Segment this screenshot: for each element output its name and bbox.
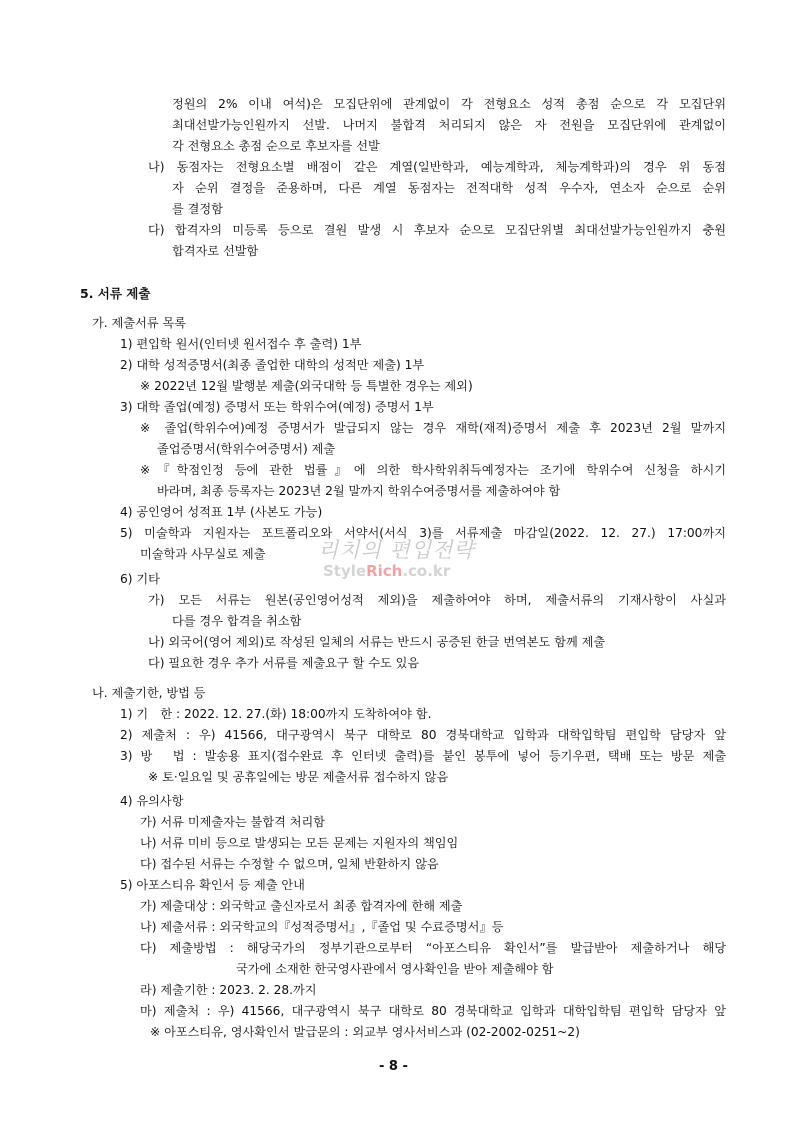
list-item: 2) 대학 성적증명서(최종 졸업한 대학의 성적만 제출) 1부 [120, 358, 425, 372]
sub-item: 다) 필요한 경우 추가 서류를 제출요구 할 수도 있음 [148, 656, 420, 670]
list-item: 5) 아포스티유 확인서 등 제출 안내 [120, 878, 305, 892]
watermark-url-part: Style [323, 562, 367, 580]
watermark-url-part: .co.kr [402, 562, 451, 580]
sub-item: 라) 제출기한 : 2023. 2. 28.까지 [140, 983, 317, 997]
note-line: ※『학점인정 등에 관한 법률』에 의한 학사학위취득예정자는 조기에 학위수여 신청을 하시기 [140, 463, 726, 477]
list-item: 4) 유의사항 [120, 794, 184, 808]
note-line: ※ 토·일요일 및 공휴일에는 방문 제출서류 접수하지 않음 [148, 770, 449, 784]
text-line: 최대선발가능인원까지 선발. 나머지 불합격 처리되지 않은 자 전원을 모집단위에 관계없이 [172, 118, 726, 132]
sub-item: 다) 접수된 서류는 수정할 수 없으며, 일체 반환하지 않음 [140, 857, 439, 871]
watermark-title: 리치의 편입전략 [318, 538, 475, 562]
text-line: 각 전형요소 총점 순으로 후보자를 선발 [172, 139, 380, 153]
sub-item: 가) 모든 서류는 원본(공인영어성적 제외)을 제출하여야 하며, 제출서류의 기재사항이 사실과 [148, 593, 726, 607]
sub-item: 나) 외국어(영어 제외)로 작성된 일체의 서류는 반드시 공증된 한글 번역본도 함께 제출 [148, 635, 606, 649]
note-line: ※ 아포스티유, 영사확인서 발급문의 : 외교부 영사서비스과 (02-2002-0251~2) [150, 1025, 580, 1039]
list-item: 5) 미술학과 지원자는 포트폴리오와 서약서(서식 3)를 서류제출 마감일(2022. 12. 27.) 17:00까지 [120, 526, 726, 540]
sub-item: 다) 제출방법 : 해당국가의 정부기관으로부터 “아포스티유 확인서”를 발급받아 제출하거나 해당 [140, 941, 726, 955]
list-item: 3) 대학 졸업(예정) 증명서 또는 학위수여(예정) 증명서 1부 [120, 400, 434, 414]
watermark-url [323, 562, 450, 580]
list-item: 1) 기 한 : 2022. 12. 27.(화) 18:00까지 도착하여야 함. [120, 707, 432, 721]
page-number: - 8 - [379, 1059, 408, 1074]
list-item: 2) 제출처 : 우) 41566, 대구광역시 북구 대학로 80 경북대학교 입학과 대학입학팀 편입학 담당자 앞 [120, 728, 726, 742]
watermark-url-part: Rich [366, 562, 403, 580]
sub-item: 마) 제출처 : 우) 41566, 대구광역시 북구 대학로 80 경북대학교 입학과 대학입학팀 편입학 담당자 앞 [140, 1004, 726, 1018]
text-line: 자 순위 결정을 준용하며, 다른 계열 동점자는 전적대학 성적 우수자, 연소자 순으로 순위 [172, 181, 726, 195]
text-line: 나) 동점자는 전형요소별 배점이 같은 계열(일반학과, 예능계학과, 체능계학과)의 경우 위 동점 [148, 160, 726, 174]
list-item: 3) 방 법 : 발송용 표지(접수완료 후 인터넷 출력)를 붙인 봉투에 넣어 등기우편, 택배 또는 방문 제출 [120, 749, 726, 763]
text-line: 합격자로 선발함 [172, 244, 259, 258]
note-line: ※ 졸업(학위수여)예정 증명서가 발급되지 않는 경우 재학(재적)증명서 제출 후 2023년 2월 말까지 [140, 421, 726, 435]
note-line: 바라며, 최종 등록자는 2023년 2월 말까지 학위수여증명서를 제출하여야 함 [157, 484, 561, 498]
sub-item: 가) 제출대상 : 외국학교 출신자로서 최종 합격자에 한해 제출 [140, 899, 463, 913]
sub-item: 나) 서류 미비 등으로 발생되는 모든 문제는 지원자의 책임임 [140, 836, 459, 850]
sub-item: 가) 서류 미제출자는 불합격 처리함 [140, 815, 326, 829]
note-line: ※ 2022년 12월 발행분 제출(외국대학 등 특별한 경우는 제외) [140, 379, 473, 393]
sub-item: 국가에 소재한 한국영사관에서 영사확인을 받아 제출해야 함 [236, 962, 554, 976]
note-line: 졸업증명서(학위수여증명서) 제출 [157, 442, 336, 456]
subsection-heading: 나. 제출기한, 방법 등 [92, 686, 206, 700]
list-item: 미술학과 사무실로 제출 [140, 547, 266, 561]
list-item: 1) 편입학 원서(인터넷 원서접수 후 출력) 1부 [120, 337, 362, 351]
list-item: 6) 기타 [120, 572, 160, 586]
section-heading: 5. 서류 제출 [80, 286, 151, 301]
text-line: 다) 합격자의 미등록 등으로 결원 발생 시 후보자 순으로 모집단위별 최대선발가능인원까지 충원 [148, 223, 726, 237]
sub-item: 다를 경우 합격을 취소함 [172, 614, 302, 628]
text-line: 정원의 2% 이내 여석)은 모집단위에 관계없이 각 전형요소 성적 총점 순으로 각 모집단위 [172, 97, 726, 111]
list-item: 4) 공인영어 성적표 1부 (사본도 가능) [120, 505, 323, 519]
text-line: 를 결정함 [172, 202, 223, 216]
subsection-heading: 가. 제출서류 목록 [92, 316, 187, 330]
sub-item: 나) 제출서류 : 외국학교의『성적증명서』,『졸업 및 수료증명서』등 [140, 920, 504, 934]
